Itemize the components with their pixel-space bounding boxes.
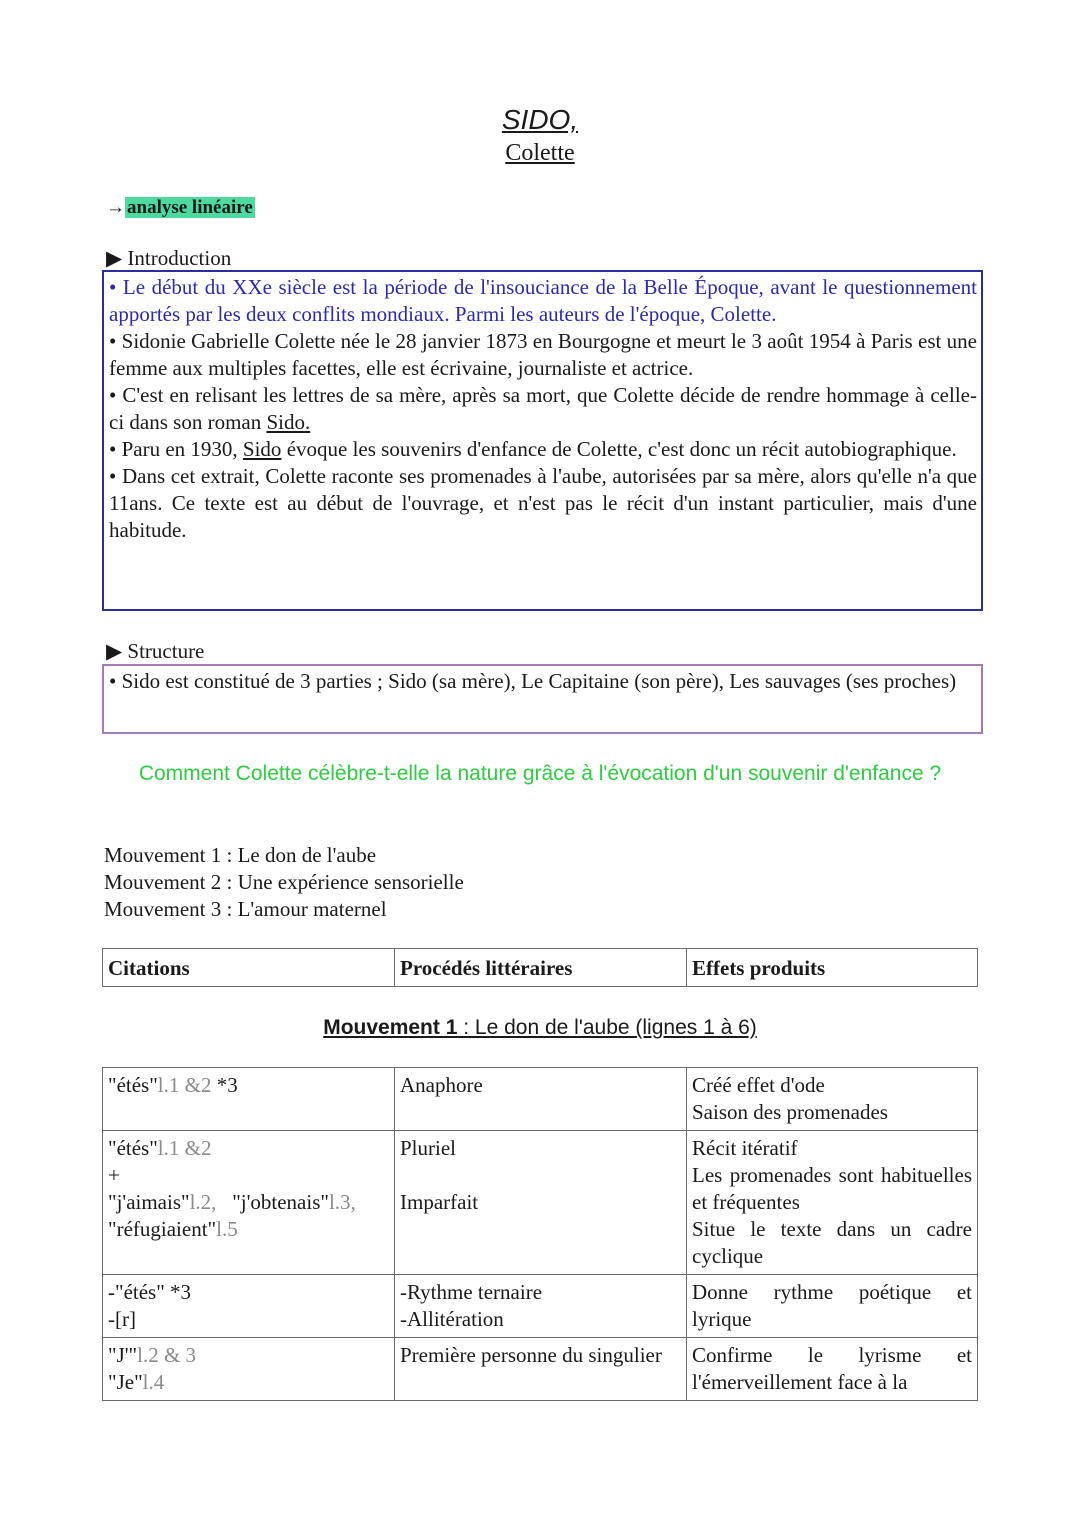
arrow-icon: → xyxy=(106,197,125,218)
intro-paragraph-3: • C'est en relisant les lettres de sa mère, après sa mort, que Colette décide de rendre hommage à celle-ci dans son roman Sido. xyxy=(109,383,977,434)
analysis-table xyxy=(102,1067,978,1401)
intro-paragraph-2: • Sidonie Gabrielle Colette née le 28 janvier 1873 en Bourgogne et meurt le 3 août 1954 à Paris est une femme aux multiples facettes, elle est écrivaine, journaliste et actrice. xyxy=(109,329,977,380)
document-title: SIDO, xyxy=(501,104,579,135)
analysis-label-line xyxy=(106,196,255,220)
citation-cell: -"étés" *3 -[r] xyxy=(103,1275,395,1338)
movement-item: Mouvement 1 : Le don de l'aube xyxy=(104,843,377,867)
introduction-box xyxy=(102,270,983,611)
problematic-question: Comment Colette célèbre-t-elle la nature grâce à l'évocation d'un souvenir d'enfance ? xyxy=(138,762,942,785)
structure-box xyxy=(102,664,983,734)
movement-1-title: Mouvement 1 : Le don de l'aube (lignes 1 à 6) xyxy=(323,1016,757,1039)
procede-cell: Pluriel Imparfait xyxy=(395,1131,687,1275)
header-effets: Effets produits xyxy=(687,949,978,987)
movement-item: Mouvement 3 : L'amour maternel xyxy=(104,897,387,921)
table-row xyxy=(103,1131,978,1275)
triangle-bullet-icon: ▶ xyxy=(106,246,123,270)
citation-cell: "étés"l.1 &2 + "j'aimais"l.2, "j'obtenais"l.3, "réfugiaient"l.5 xyxy=(103,1131,395,1275)
intro-paragraph-4: • Paru en 1930, Sido évoque les souvenirs d'enfance de Colette, c'est donc un récit autobiographique. xyxy=(109,437,957,461)
procede-cell: Anaphore xyxy=(395,1068,687,1131)
header-procedes: Procédés littéraires xyxy=(395,949,687,987)
effet-cell: Confirme le lyrisme et l'émerveillement face à la xyxy=(687,1338,978,1401)
intro-paragraph-1: • Le début du XXe siècle est la période de l'insouciance de la Belle Époque, avant le questionnement apportés par les deux conflits mondiaux. Parmi les auteurs de l'époque, Colette. xyxy=(109,275,977,326)
header-citations: Citations xyxy=(103,949,395,987)
table-row xyxy=(103,1275,978,1338)
structure-heading: ▶ Structure xyxy=(106,639,205,663)
effet-cell: Donne rythme poétique et lyrique xyxy=(687,1275,978,1338)
procede-cell: -Rythme ternaire -Allitération xyxy=(395,1275,687,1338)
movement-item: Mouvement 2 : Une expérience sensorielle xyxy=(104,870,464,894)
analysis-label: analyse linéaire xyxy=(127,197,253,218)
effet-cell: Récit itératif Les promenades sont habituelles et fréquentes Situe le texte dans un cadre cyclique xyxy=(687,1131,978,1275)
introduction-heading: ▶ Introduction xyxy=(106,246,232,270)
citation-cell: "étés"l.1 &2 *3 xyxy=(103,1068,395,1131)
citation-cell: "J'"l.2 & 3 "Je"l.4 xyxy=(103,1338,395,1401)
book-title: Sido xyxy=(242,437,282,461)
procede-cell: Première personne du singulier xyxy=(395,1338,687,1401)
triangle-bullet-icon: ▶ xyxy=(106,639,123,663)
intro-paragraph-5: • Dans cet extrait, Colette raconte ses promenades à l'aube, autorisées par sa mère, alors qu'elle n'a que 11ans. Ce texte est au début de l'ouvrage, et n'est pas le récit d'un instant particulier, mais d'une habitude. xyxy=(109,464,977,542)
movements-list xyxy=(104,842,464,923)
table-row xyxy=(103,1338,978,1401)
document-author: Colette xyxy=(505,140,575,166)
table-header xyxy=(102,948,978,987)
table-row xyxy=(103,1068,978,1131)
book-title-link: Sido. xyxy=(266,410,311,434)
structure-text: • Sido est constitué de 3 parties ; Sido (sa mère), Le Capitaine (son père), Les sauvages (ses proches) xyxy=(109,669,957,693)
effet-cell: Créé effet d'ode Saison des promenades xyxy=(687,1068,978,1131)
